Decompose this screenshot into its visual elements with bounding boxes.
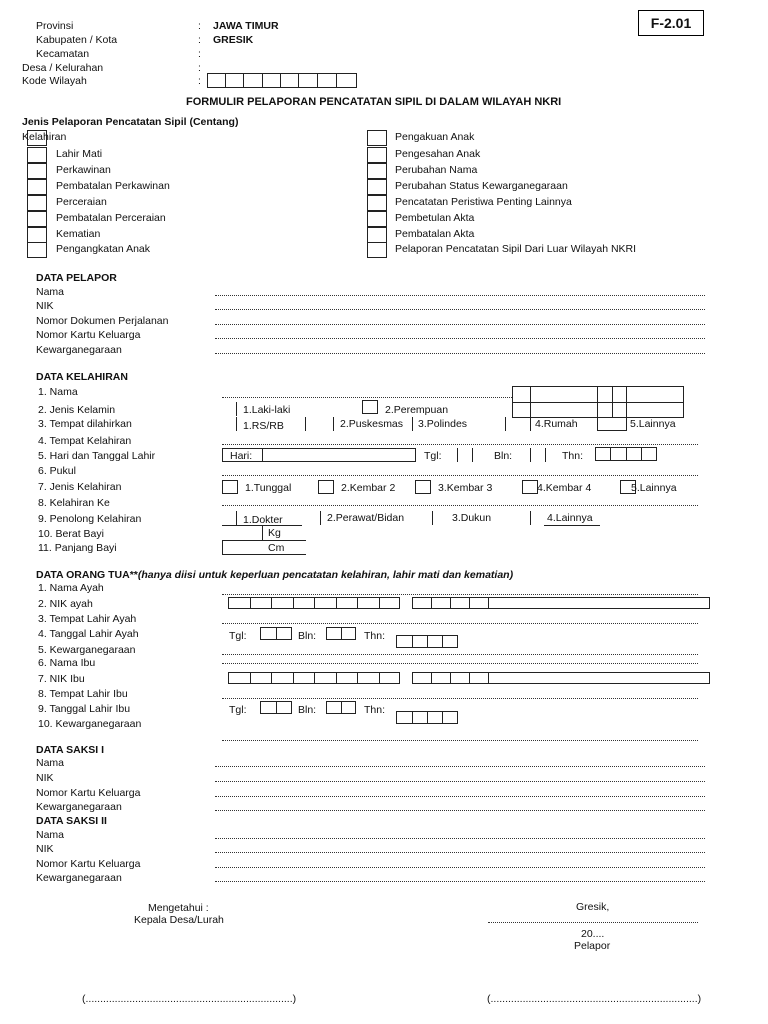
pelapor-label: Nama	[36, 286, 65, 298]
box-divider	[469, 597, 470, 609]
box-divider	[626, 447, 627, 461]
header-label-desa: Desa / Kelurahan	[22, 62, 104, 74]
penolong-dokter[interactable]: 1.Dokter	[243, 514, 283, 526]
jenis-right-label[interactable]: Pencatatan Peristiwa Penting Lainnya	[395, 196, 572, 208]
box-divider	[469, 672, 470, 684]
hari-label: Hari:	[230, 450, 253, 462]
colon: :	[198, 48, 201, 60]
checkbox-right-6[interactable]	[367, 227, 387, 243]
orangtua-label: 9. Tanggal Lahir Ibu	[38, 703, 131, 715]
checkbox-edge[interactable]	[333, 417, 334, 431]
berat-unit: Kg	[268, 527, 281, 539]
saksi1-label: Kewarganegaraan	[36, 801, 122, 813]
penolong-lainnya[interactable]: 4.Lainnya	[547, 512, 593, 524]
saksi1-input-line[interactable]	[215, 766, 705, 767]
form-code: F-2.01	[638, 10, 704, 36]
checkbox-6[interactable]	[27, 227, 47, 243]
box-divider	[271, 597, 272, 609]
jk-lainnya[interactable]: 5.Lainnya	[631, 482, 677, 494]
checkbox-edge[interactable]	[236, 511, 237, 525]
checkbox-3[interactable]	[27, 179, 47, 195]
checkbox-edge[interactable]	[305, 417, 306, 431]
tgl-ibu-label: Tgl:	[229, 704, 247, 716]
form-title: FORMULIR PELAPORAN PENCATATAN SIPIL DI DALAM WILAYAH NKRI	[186, 96, 562, 108]
kelahiran-label: 9. Penolong Kelahiran	[38, 513, 142, 525]
box-divider	[262, 448, 263, 462]
checkbox-7[interactable]	[27, 242, 47, 258]
saksi1-heading: DATA SAKSI I	[36, 744, 105, 756]
colon: :	[198, 62, 201, 74]
orangtua-label: 1. Nama Ayah	[38, 582, 104, 594]
panjang-box-edge[interactable]	[222, 540, 223, 554]
orangtua-label: 7. NIK Ibu	[38, 673, 85, 685]
nama-ibu-line[interactable]	[222, 663, 698, 664]
pelapor-input-line[interactable]	[215, 309, 705, 310]
saksi1-input-line[interactable]	[215, 796, 705, 797]
orangtua-heading: DATA ORANG TUA**	[36, 569, 138, 581]
jk-perempuan[interactable]: 2.Perempuan	[385, 404, 449, 416]
box-divider	[341, 701, 342, 714]
checkbox-right-3[interactable]	[367, 179, 387, 195]
nik-group-2[interactable]	[412, 672, 710, 684]
pukul-line[interactable]	[222, 475, 698, 476]
box-divider	[314, 597, 315, 609]
checkbox-edge[interactable]	[505, 417, 506, 431]
nama-line[interactable]	[222, 397, 512, 398]
box-divider	[250, 672, 251, 684]
colon: :	[198, 75, 201, 87]
orangtua-label: 8. Tempat Lahir Ibu	[38, 688, 128, 700]
box-divider	[280, 73, 281, 88]
pelapor-input-line[interactable]	[215, 353, 705, 354]
berat-box-edge[interactable]	[262, 526, 263, 540]
tempat-lahir-ayah-line[interactable]	[222, 623, 698, 624]
box-divider	[442, 635, 443, 648]
pelapor-label: Nomor Dokumen Perjalanan	[36, 315, 169, 327]
saksi2-label: NIK	[36, 843, 54, 855]
checkbox-edge[interactable]	[530, 511, 531, 525]
pelapor-heading: DATA PELAPOR	[36, 272, 117, 284]
penolong-dukun[interactable]: 3.Dukun	[452, 512, 492, 524]
checkbox-edge[interactable]	[320, 511, 321, 525]
saksi1-label: NIK	[36, 772, 54, 784]
box-divider	[450, 672, 451, 684]
checkbox-tunggal[interactable]	[222, 480, 238, 494]
jenis-right-label[interactable]: Pembatalan Akta	[395, 228, 475, 240]
checkbox-right-2[interactable]	[367, 163, 387, 179]
box-divider	[412, 711, 413, 724]
jenis-right-label[interactable]: Perubahan Status Kewarganegaraan	[395, 180, 568, 192]
jenis-heading: Jenis Pelaporan Pencatatan Sipil (Centang)	[22, 116, 239, 128]
panjang-unit: Cm	[268, 542, 285, 554]
pelapor-label: NIK	[36, 300, 54, 312]
box-divider	[271, 672, 272, 684]
jenis-left-label[interactable]: Perceraian	[56, 196, 107, 208]
nama-ayah-line[interactable]	[222, 594, 698, 595]
header-label-kabupaten: Kabupaten / Kota	[36, 34, 118, 46]
checkbox-right-5[interactable]	[367, 211, 387, 227]
saksi1-input-line[interactable]	[215, 810, 705, 811]
bln-ayah-label: Bln:	[298, 630, 317, 642]
box-divider[interactable]	[530, 448, 531, 462]
year-label: 20....	[581, 928, 605, 940]
checkbox-perempuan[interactable]	[362, 400, 378, 414]
orangtua-heading-row	[36, 569, 513, 581]
pelapor-input-line[interactable]	[215, 295, 705, 296]
kode-wilayah-boxes[interactable]	[207, 73, 357, 88]
left-signature[interactable]: (.......................................................................)	[82, 993, 297, 1005]
box-divider	[336, 597, 337, 609]
thn-ibu-label: Thn:	[364, 704, 386, 716]
tempat-rumah[interactable]: 4.Rumah	[535, 418, 578, 430]
tgl-ayah-label: Tgl:	[229, 630, 247, 642]
header-label-provinsi: Provinsi	[36, 20, 74, 32]
box-divider	[317, 73, 318, 88]
jenis-left-label[interactable]: Pengangkatan Anak	[56, 243, 150, 255]
thn-label: Thn:	[562, 450, 584, 462]
checkbox-1[interactable]	[27, 147, 47, 163]
box-divider	[442, 711, 443, 724]
kepala-desa-label: Kepala Desa/Lurah	[134, 914, 224, 926]
box-divider	[412, 635, 413, 648]
saksi2-input-line[interactable]	[215, 867, 705, 868]
tempat-rs[interactable]: 1.RS/RB	[243, 420, 284, 432]
saksi2-heading: DATA SAKSI II	[36, 815, 107, 827]
jenis-left-label[interactable]: Pembatalan Perceraian	[56, 212, 166, 224]
jk-kembar4[interactable]: 4.Kembar 4	[537, 482, 592, 494]
berat-line[interactable]	[222, 540, 306, 541]
box-divider	[641, 447, 642, 461]
colon: :	[198, 34, 201, 46]
box-divider	[341, 627, 342, 640]
pelapor-label: Kewarganegaraan	[36, 344, 122, 356]
jk-tunggal[interactable]: 1.Tunggal	[245, 482, 292, 494]
kelahiran-label: 4. Tempat Kelahiran	[38, 435, 132, 447]
box-divider	[336, 672, 337, 684]
header-value-provinsi: JAWA TIMUR	[213, 20, 279, 32]
checkbox-lainnya[interactable]	[597, 417, 627, 431]
tempat-kelahiran-line[interactable]	[222, 444, 698, 445]
box-divider	[262, 73, 263, 88]
saksi2-input-line[interactable]	[215, 838, 705, 839]
checkbox-kembar4[interactable]	[522, 480, 538, 494]
saksi1-label: Nomor Kartu Keluarga	[36, 787, 141, 799]
checkbox-4[interactable]	[27, 195, 47, 211]
bln-label: Bln:	[494, 450, 513, 462]
box-divider	[276, 701, 277, 714]
checkbox-edge[interactable]	[530, 417, 531, 431]
pelapor-label: Nomor Kartu Keluarga	[36, 329, 141, 341]
box-divider	[314, 672, 315, 684]
colon: :	[198, 20, 201, 32]
pelapor-input-line[interactable]	[215, 324, 705, 325]
nik-group-2[interactable]	[412, 597, 710, 609]
box-divider	[427, 635, 428, 648]
box-divider	[488, 672, 489, 684]
saksi1-input-line[interactable]	[215, 781, 705, 782]
checkbox-5[interactable]	[27, 211, 47, 227]
orangtua-label: 3. Tempat Lahir Ayah	[38, 613, 137, 625]
box-divider	[488, 597, 489, 609]
checkbox-right-7[interactable]	[367, 242, 387, 258]
thn-ayah-label: Thn:	[364, 630, 386, 642]
header-label-kode: Kode Wilayah	[22, 75, 87, 87]
date-line[interactable]	[488, 922, 698, 923]
right-signature[interactable]: (.......................................................................)	[487, 993, 702, 1005]
jenis-left-label[interactable]: Perkawinan	[56, 164, 111, 176]
kelahiran-label: 8. Kelahiran Ke	[38, 497, 110, 509]
box-divider	[431, 597, 432, 609]
box-divider	[276, 627, 277, 640]
jk-laki[interactable]: 1.Laki-laki	[243, 404, 291, 416]
jenis-left-label[interactable]: Kematian	[56, 228, 101, 240]
orangtua-label: 2. NIK ayah	[38, 598, 93, 610]
box-divider	[450, 597, 451, 609]
box-divider	[431, 672, 432, 684]
box-divider	[293, 672, 294, 684]
kelahiran-label: 10. Berat Bayi	[38, 528, 104, 540]
orangtua-note: (hanya diisi untuk keperluan pencatatan kelahiran, lahir mati dan kematian)	[137, 569, 514, 581]
box-divider	[298, 73, 299, 88]
jenis-right-label[interactable]: Pembetulan Akta	[395, 212, 475, 224]
checkbox-2[interactable]	[27, 163, 47, 179]
jenis-right-label[interactable]: Pelaporan Pencatatan Sipil Dari Luar Wilayah NKRI	[395, 243, 637, 255]
orangtua-label: 5. Kewarganegaraan	[38, 644, 136, 656]
orangtua-label: 6. Nama Ibu	[38, 657, 96, 669]
panjang-line[interactable]	[222, 554, 306, 555]
box-divider	[512, 402, 684, 403]
jenis-right-label[interactable]: Perubahan Nama	[395, 164, 478, 176]
kelahiran-label: 3. Tempat dilahirkan	[38, 418, 132, 430]
saksi2-input-line[interactable]	[215, 881, 705, 882]
saksi2-label: Kewarganegaraan	[36, 872, 122, 884]
kelahiran-label: 6. Pukul	[38, 465, 76, 477]
pelapor-sign-label: Pelapor	[574, 940, 611, 952]
saksi1-label: Nama	[36, 757, 65, 769]
jenis-left-label[interactable]: Pembatalan Perkawinan	[56, 180, 170, 192]
kelahiran-label: 5. Hari dan Tanggal Lahir	[38, 450, 156, 462]
checkbox-kembar3[interactable]	[415, 480, 431, 494]
box-divider	[357, 672, 358, 684]
jenis-left-label[interactable]: Kelahiran	[22, 131, 67, 143]
box-divider	[610, 447, 611, 461]
kwn-ayah-line[interactable]	[222, 654, 698, 655]
kelahiran-heading: DATA KELAHIRAN	[36, 371, 128, 383]
place-label: Gresik,	[576, 901, 610, 913]
lainnya-underline	[544, 525, 600, 526]
box-divider	[336, 73, 337, 88]
tempat-lainnya[interactable]: 5.Lainnya	[630, 418, 676, 430]
box-divider	[427, 711, 428, 724]
tempat-polindes[interactable]: 3.Polindes	[418, 418, 468, 430]
header-value-kabupaten: GRESIK	[213, 34, 254, 46]
box-divider	[243, 73, 244, 88]
checkbox-edge[interactable]	[236, 417, 237, 431]
box-divider	[379, 672, 380, 684]
header-label-kecamatan: Kecamatan	[36, 48, 90, 60]
pelapor-input-line[interactable]	[215, 338, 705, 339]
tempat-lahir-ibu-line[interactable]	[222, 698, 698, 699]
checkbox-kembar2[interactable]	[318, 480, 334, 494]
tempat-puskesmas[interactable]: 2.Puskesmas	[340, 418, 404, 430]
kwn-ibu-line[interactable]	[222, 740, 698, 741]
box-divider[interactable]	[545, 448, 546, 462]
jenis-right-label[interactable]: Pengakuan Anak	[395, 131, 475, 143]
jenis-right-label[interactable]: Pengesahan Anak	[395, 148, 481, 160]
box-divider	[250, 597, 251, 609]
bln-ibu-label: Bln:	[298, 704, 317, 716]
jenis-left-label[interactable]: Lahir Mati	[56, 148, 103, 160]
orangtua-label: 10. Kewarganegaraan	[38, 718, 142, 730]
checkbox-edge[interactable]	[432, 511, 433, 525]
box-divider[interactable]	[472, 448, 473, 462]
orangtua-label: 4. Tanggal Lahir Ayah	[38, 628, 139, 640]
checkbox-right-1[interactable]	[367, 147, 387, 163]
box-divider	[225, 73, 226, 88]
penolong-bidan[interactable]: 2.Perawat/Bidan	[327, 512, 405, 524]
kelahiran-label: 11. Panjang Bayi	[38, 542, 117, 554]
box-divider	[379, 597, 380, 609]
kelahiran-label: 2. Jenis Kelamin	[38, 404, 116, 416]
saksi2-input-line[interactable]	[215, 852, 705, 853]
jk-kembar2[interactable]: 2.Kembar 2	[341, 482, 396, 494]
saksi2-label: Nomor Kartu Keluarga	[36, 858, 141, 870]
tgl-label: Tgl:	[424, 450, 442, 462]
kelahiran-ke-line[interactable]	[222, 505, 698, 506]
jk-kembar3[interactable]: 3.Kembar 3	[438, 482, 493, 494]
mengetahui-label: Mengetahui :	[148, 902, 209, 914]
kelahiran-label: 1. Nama	[38, 386, 78, 398]
kelahiran-label: 7. Jenis Kelahiran	[38, 481, 122, 493]
checkbox-right-4[interactable]	[367, 195, 387, 211]
box-divider	[357, 597, 358, 609]
box-divider[interactable]	[457, 448, 458, 462]
checkbox-edge[interactable]	[236, 402, 237, 416]
saksi2-label: Nama	[36, 829, 65, 841]
checkbox-right-0[interactable]	[367, 130, 387, 146]
box-divider	[293, 597, 294, 609]
checkbox-edge[interactable]	[412, 417, 413, 431]
